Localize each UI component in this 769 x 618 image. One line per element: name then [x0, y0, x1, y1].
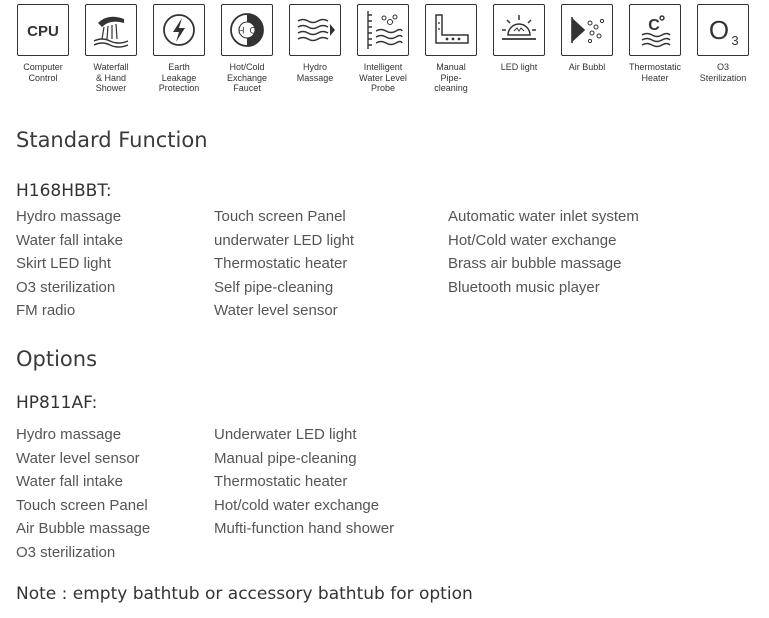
- list-item: underwater LED light: [214, 231, 355, 249]
- standard-column-3: [448, 205, 639, 299]
- options-column-2: [214, 423, 394, 541]
- icon-cell-cpu: [16, 4, 70, 83]
- list-item: Water fall intake: [16, 231, 123, 249]
- svg-text:C: C: [648, 17, 660, 34]
- list-item: Water fall intake: [16, 473, 123, 490]
- cpu-icon: [17, 4, 69, 56]
- svg-text:3: 3: [731, 33, 739, 48]
- svg-text:H C: H C: [238, 25, 256, 36]
- earth-leakage-icon: [153, 4, 205, 56]
- water-level-probe-icon: [357, 4, 409, 56]
- air-bubble-icon: [561, 4, 613, 56]
- list-item: Bluetooth music player: [448, 278, 600, 296]
- list-item: Touch screen Panel: [16, 496, 148, 514]
- icon-cell-thermostatic-heater: [628, 4, 682, 83]
- list-item: Automatic water inlet system: [448, 208, 639, 225]
- icon-caption: Computer Control: [23, 62, 63, 83]
- list-item: Brass air bubble massage: [448, 255, 622, 272]
- icon-caption: Waterfall & Hand Shower: [93, 62, 129, 93]
- hot-cold-faucet-icon: [221, 4, 273, 56]
- list-item: Underwater LED light: [214, 426, 357, 443]
- waterfall-shower-icon: [85, 4, 137, 56]
- svg-text:O: O: [708, 15, 730, 45]
- list-item: Touch screen Panel: [214, 208, 346, 225]
- icon-caption: Intelligent Water Level Probe: [359, 62, 407, 93]
- icon-caption: Manual Pipe- cleaning: [434, 62, 468, 93]
- standard-column-2: [214, 205, 354, 323]
- icon-caption: LED light: [500, 62, 538, 72]
- list-item: Thermostatic heater: [214, 473, 348, 490]
- icon-cell-hot-cold: [220, 4, 274, 93]
- list-item: Air Bubble massage: [16, 520, 151, 537]
- icon-caption: Thermostatic Heater: [628, 62, 681, 83]
- list-item: Hydro massage: [16, 208, 122, 225]
- list-item: FM radio: [16, 302, 76, 319]
- list-item: Mufti-function hand shower: [214, 520, 395, 537]
- standard-column-1: [16, 205, 123, 323]
- list-item: Self pipe-cleaning: [214, 278, 334, 296]
- options-column-1: [16, 423, 150, 564]
- icon-caption: Hot/Cold Exchange Faucet: [226, 62, 268, 93]
- icon-cell-led-light: [492, 4, 546, 72]
- icon-cell-hydro-massage: [288, 4, 342, 83]
- icon-cell-water-level: [356, 4, 410, 93]
- note-text: Note : empty bathtub or accessory bathtub for option: [16, 584, 473, 604]
- options-model-label: HP811AF:: [16, 393, 98, 413]
- thermostatic-heater-icon: [629, 4, 681, 56]
- standard-function-heading: Standard Function: [16, 128, 208, 152]
- icon-cell-pipe-cleaning: [424, 4, 478, 93]
- icon-cell-o3: [696, 4, 750, 83]
- list-item: Manual pipe-cleaning: [214, 449, 357, 467]
- icon-caption: Air Bubbl: [568, 62, 606, 72]
- icon-caption: Hydro Massage: [296, 62, 334, 83]
- icon-caption: Earth Leakage Protection: [158, 62, 200, 93]
- list-item: Water level sensor: [214, 302, 338, 319]
- icon-caption: O3 Sterilization: [699, 62, 747, 83]
- o3-sterilization-icon: [697, 4, 749, 56]
- pipe-cleaning-icon: [425, 4, 477, 56]
- led-light-icon: [493, 4, 545, 56]
- list-item: Hydro massage: [16, 426, 122, 443]
- hydro-massage-icon: [289, 4, 341, 56]
- options-heading: Options: [16, 347, 98, 371]
- icon-cell-air-bubble: [560, 4, 614, 72]
- svg-text:CPU: CPU: [27, 23, 59, 40]
- list-item: Thermostatic heater: [214, 255, 348, 272]
- list-item: Water level sensor: [16, 449, 140, 467]
- standard-model-label: H168HBBT:: [16, 181, 112, 201]
- list-item: O3 sterilization: [16, 543, 116, 561]
- icon-cell-earth-leakage: [152, 4, 206, 93]
- list-item: Skirt LED light: [16, 255, 112, 272]
- list-item: O3 sterilization: [16, 278, 116, 296]
- list-item: Hot/Cold water exchange: [448, 231, 617, 249]
- list-item: Hot/cold water exchange: [214, 496, 380, 514]
- icon-cell-waterfall: [84, 4, 138, 93]
